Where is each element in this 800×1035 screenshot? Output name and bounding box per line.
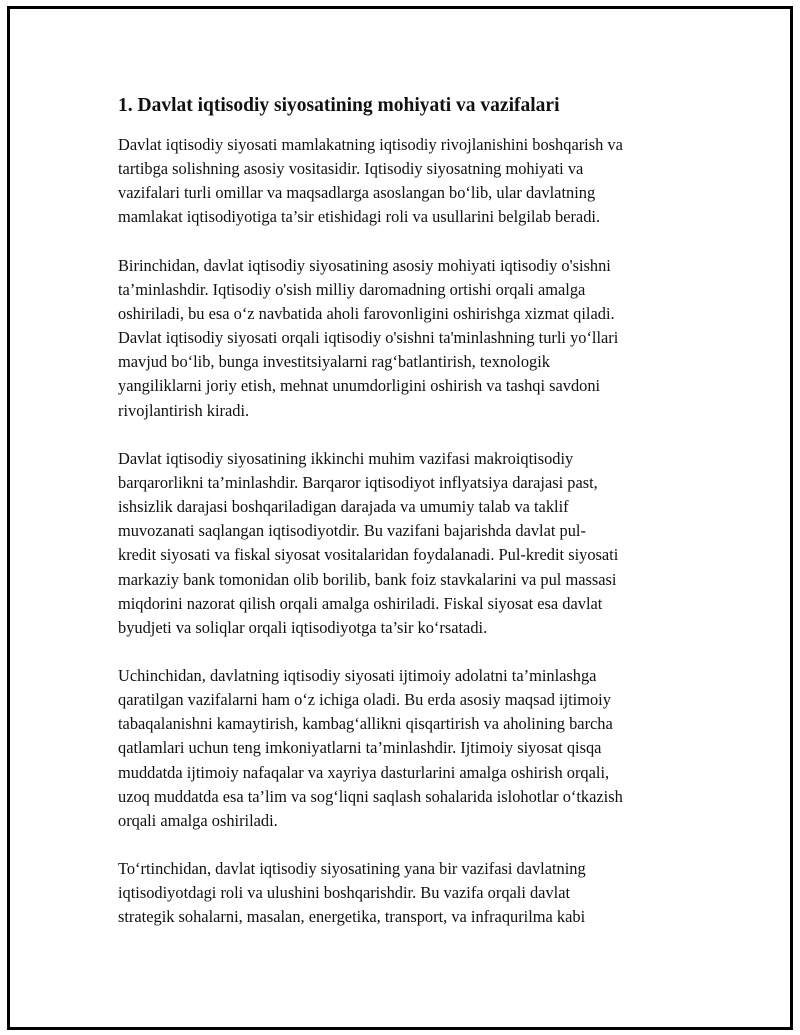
paragraph-line: strategik sohalarni, masalan, energetika, transport, va infraqurilma kabi — [118, 907, 586, 927]
paragraph-line: iqtisodiyotdagi roli va ulushini boshqarishdir. Bu vazifa orqali davlat — [118, 883, 571, 903]
paragraph-line: mavjud bo‘lib, bunga investitsiyalarni rag‘batlantirish, texnologik — [118, 352, 550, 372]
paragraph-line: Davlat iqtisodiy siyosati orqali iqtisodiy o'sishni ta'minlashning turli yo‘llari — [118, 328, 619, 348]
paragraph-line: muddatda ijtimoiy nafaqalar va xayriya dasturlarini amalga oshirish orqali, — [118, 762, 610, 782]
paragraph-line: vazifalari turli omillar va maqsadlarga asoslangan bo‘lib, ular davlatning — [118, 183, 596, 203]
section-heading: 1. Davlat iqtisodiy siyosatining mohiyati va vazifalari — [118, 95, 560, 116]
paragraph-line: barqarorlikni ta’minlashdir. Barqaror iqtisodiyot inflyatsiya darajasi past, — [118, 472, 598, 492]
document-body — [118, 93, 698, 954]
paragraph-line: Davlat iqtisodiy siyosati mamlakatning iqtisodiy rivojlanishini boshqarish va — [118, 135, 623, 154]
paragraph-line: kredit siyosati va fiskal siyosat vositalaridan foydalanadi. Pul-kredit siyosati — [118, 545, 619, 565]
paragraph-line: ishsizlik darajasi boshqariladigan darajada va umumiy talab va taklif — [118, 497, 569, 517]
paragraph-line: orqali amalga oshiriladi. — [118, 810, 278, 830]
paragraph-line: yangiliklarni joriy etish, mehnat unumdorligini oshirish va tashqi savdoni — [118, 376, 601, 396]
paragraph-line: Davlat iqtisodiy siyosatining ikkinchi muhim vazifasi makroiqtisodiy — [118, 448, 574, 468]
paragraph-line: Uchinchidan, davlatning iqtisodiy siyosati ijtimoiy adolatni ta’minlashga — [118, 665, 597, 685]
paragraph-line: qatlamlari uchun teng imkoniyatlarni ta’minlashdir. Ijtimoiy siyosat qisqa — [118, 738, 602, 758]
paragraph-line: oshiriladi, bu esa o‘z navbatida aholi farovonligini oshirishga xizmat qiladi. — [118, 303, 615, 323]
paragraph-5 — [118, 857, 698, 929]
paragraph-line: ta’minlashdir. Iqtisodiy o'sish milliy daromadning ortishi orqali amalga — [118, 279, 586, 299]
paragraph-line: uzoq muddatda esa ta’lim va sog‘liqni saqlash sohalarida islohotlar o‘tkazish — [118, 786, 623, 806]
paragraph-line: tabaqalanishni kamaytirish, kambag‘allikni qisqartirish va aholining barcha — [118, 714, 613, 734]
paragraph-3 — [118, 447, 698, 640]
paragraph-line: byudjeti va soliqlar orqali iqtisodiyotga ta’sir ko‘rsatadi. — [118, 617, 488, 637]
paragraph-line: markaziy bank tomonidan olib borilib, bank foiz stavkalarini va pul massasi — [118, 569, 617, 589]
paragraph-line: qaratilgan vazifalarni ham o‘z ichiga oladi. Bu erda asosiy maqsad ijtimoiy — [118, 690, 611, 710]
paragraph-2 — [118, 254, 698, 423]
paragraph-line: Birinchidan, davlat iqtisodiy siyosatining asosiy mohiyati iqtisodiy o'sishni — [118, 255, 611, 275]
paragraph-line: To‘rtinchidan, davlat iqtisodiy siyosatining yana bir vazifasi davlatning — [118, 859, 586, 879]
paragraph-line: rivojlantirish kiradi. — [118, 400, 250, 420]
paragraph-container — [118, 133, 698, 930]
paragraph-line: mamlakat iqtisodiyotiga ta’sir etishidagi roli va usullarini belgilab beradi. — [118, 207, 601, 227]
paragraph-4 — [118, 664, 698, 833]
paragraph-line: miqdorini nazorat qilish orqali amalga oshiriladi. Fiskal siyosat esa davlat — [118, 593, 603, 613]
paragraph-line: tartibga solishning asosiy vositasidir. Iqtisodiy siyosatning mohiyati va — [118, 159, 584, 179]
paragraph-1 — [118, 133, 698, 230]
paragraph-line: muvozanati saqlangan iqtisodiyotdir. Bu vazifani bajarishda davlat pul- — [118, 521, 586, 541]
